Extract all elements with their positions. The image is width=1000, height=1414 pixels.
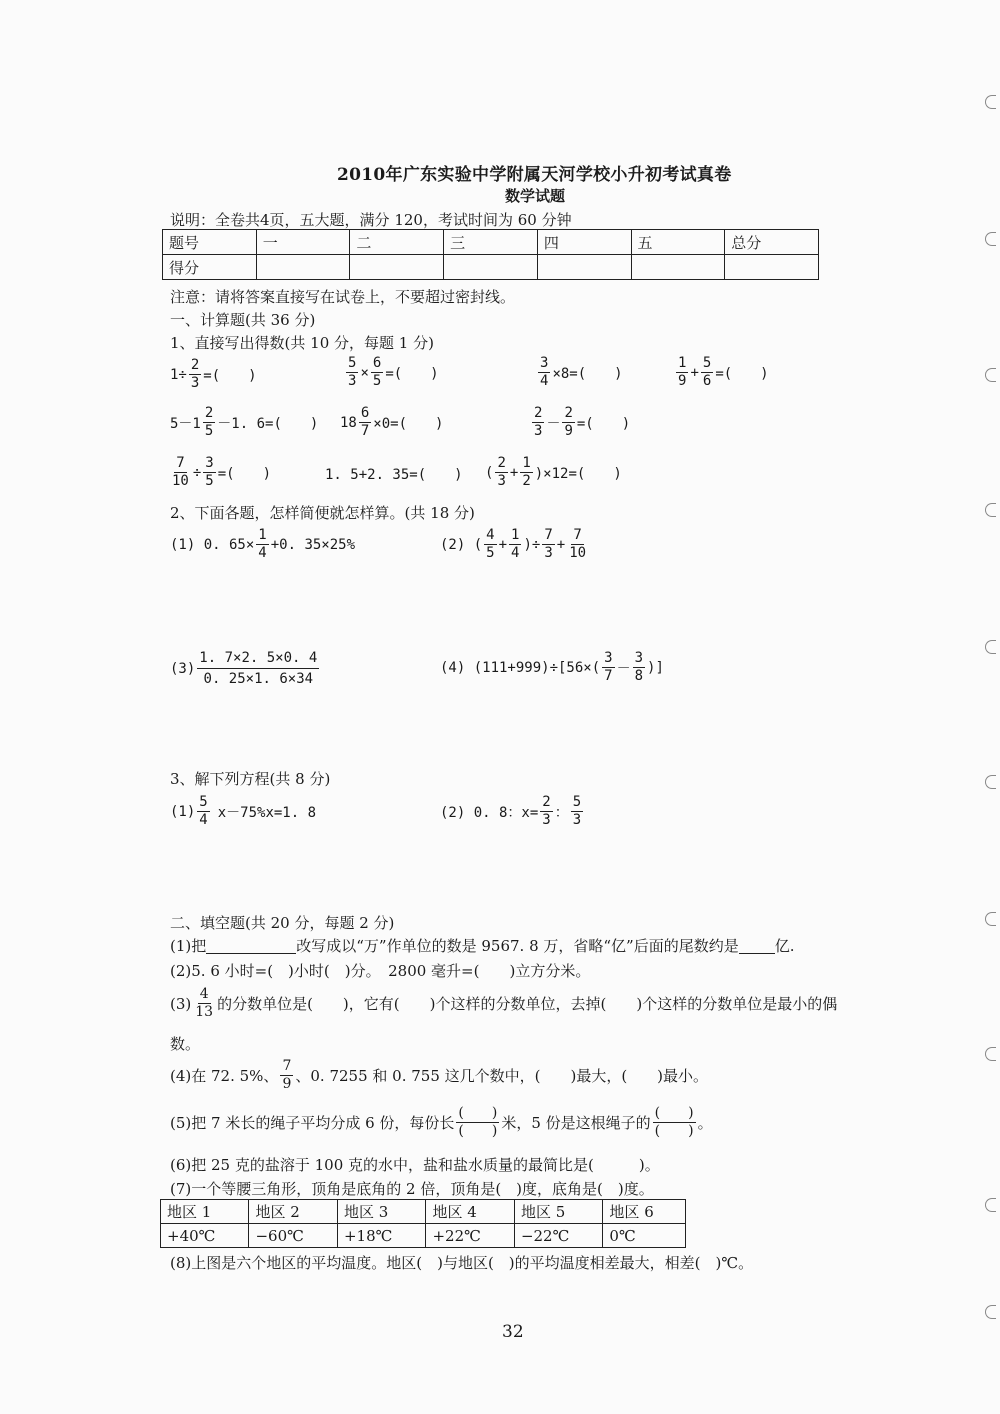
answer-blank[interactable] xyxy=(206,937,296,954)
score-cell: 二 xyxy=(350,230,444,255)
fraction: $\frac{( )}{( )}$ xyxy=(458,1105,498,1139)
exam-subtitle: 数学试题 xyxy=(505,187,566,205)
fraction: $\frac{1}{2}$ xyxy=(522,455,531,489)
score-cell: 一 xyxy=(256,230,350,255)
fraction: $\frac{1. 7\times 2. 5\times 0. 4}{0. 25\times 1. 6\times 34}$ xyxy=(199,650,318,687)
binder-mark xyxy=(985,232,996,246)
fraction: $\frac{3}{8}$ xyxy=(634,650,644,684)
fraction: $\frac{( )}{( )}$ xyxy=(654,1105,694,1139)
binder-mark xyxy=(985,1047,996,1061)
binder-mark xyxy=(985,368,996,382)
temp-cell: +18℃ xyxy=(337,1224,425,1248)
score-cell: 总分 xyxy=(725,230,819,255)
fraction: $\frac{2}{3}$ xyxy=(497,455,506,489)
part2-heading: 二、填空题(共 20 分，每题 2 分) xyxy=(170,914,395,932)
temp-cell: −22℃ xyxy=(514,1224,602,1248)
calc-item: $\frac{2}{3}$ － $\frac{2}{9}$ =( ) xyxy=(534,405,631,439)
q2-heading: 2、下面各题，怎样简便就怎样算。(共 18 分) xyxy=(170,504,475,522)
calc-item: ( $\frac{2}{3}$ + $\frac{1}{2}$ )×12=( ) xyxy=(485,455,622,489)
region-cell: 地区 3 xyxy=(337,1200,425,1224)
simplify-item: (3) $\frac{1. 7\times 2. 5\times 0. 4}{0. 25\times 1. 6\times 34}$ xyxy=(170,650,318,687)
temp-cell: −60℃ xyxy=(249,1224,337,1248)
page-number: 32 xyxy=(502,1322,524,1342)
fill-item: (5)把 7 米长的绳子平均分成 6 份，每份长 $\frac{( )}{( )}$ 米，5 份是这根绳子的 $\frac{( )}{( )}$ 。 xyxy=(170,1105,713,1139)
score-table xyxy=(162,229,819,280)
score-cell: 四 xyxy=(537,230,631,255)
binder-mark xyxy=(985,503,996,517)
calc-item: 1÷ $\frac{2}{3}$ =( ) xyxy=(170,357,257,391)
score-cell: 三 xyxy=(444,230,538,255)
temperature-table xyxy=(160,1199,686,1248)
score-input-cell[interactable] xyxy=(725,255,819,280)
fill-item: (1)把 改写成以“万”作单位的数是 9567. 8 万，省略“亿”后面的尾数约是 亿. xyxy=(170,937,795,955)
score-input-cell[interactable] xyxy=(631,255,725,280)
calc-item: $\frac{7}{10}$ ÷ $\frac{3}{5}$ =( ) xyxy=(172,455,272,489)
temp-cell: +22℃ xyxy=(426,1224,514,1248)
score-input-cell[interactable] xyxy=(537,255,631,280)
fill-item-cont: 数。 xyxy=(170,1035,201,1053)
binder-mark xyxy=(985,640,996,654)
score-input-cell[interactable] xyxy=(256,255,350,280)
fraction: $\frac{2}{3}$ xyxy=(542,794,551,828)
binder-mark xyxy=(985,912,996,926)
calc-item: $\frac{5}{3}$ × $\frac{6}{5}$ =( ) xyxy=(348,355,439,389)
equation-item: (2) 0. 8：x= $\frac{2}{3}$ ： $\frac{5}{3}$ xyxy=(440,794,582,828)
fraction: $\frac{1}{9}$ xyxy=(678,355,687,389)
fraction: $\frac{3}{7}$ xyxy=(604,650,613,684)
temp-cell: 0℃ xyxy=(603,1224,686,1248)
fraction: $\frac{2}{3}$ xyxy=(190,357,200,391)
q3-heading: 3、解下列方程(共 8 分) xyxy=(170,770,331,788)
fraction: $\frac{6}{5}$ xyxy=(372,355,382,389)
temp-cell: +40℃ xyxy=(161,1224,249,1248)
part1-heading: 一、计算题(共 36 分) xyxy=(170,311,316,329)
fraction: $\frac{2}{9}$ xyxy=(564,405,573,439)
binder-mark xyxy=(985,95,996,109)
binder-mark xyxy=(985,1305,996,1319)
region-cell: 地区 4 xyxy=(426,1200,514,1224)
fraction: $\frac{7}{10}$ xyxy=(569,527,587,561)
region-cell: 地区 5 xyxy=(514,1200,602,1224)
fraction: $\frac{4}{13}$ xyxy=(195,986,214,1020)
fraction: $\frac{2}{5}$ xyxy=(204,405,214,439)
score-cell: 题号 xyxy=(163,230,257,255)
region-cell: 地区 2 xyxy=(249,1200,337,1224)
fraction: $\frac{5}{6}$ xyxy=(702,355,712,389)
region-cell: 地区 1 xyxy=(161,1200,249,1224)
binder-mark xyxy=(985,1198,996,1212)
score-input-cell[interactable] xyxy=(444,255,538,280)
binder-mark xyxy=(985,775,996,789)
score-cell: 得分 xyxy=(163,255,257,280)
fraction: $\frac{4}{5}$ xyxy=(486,527,495,561)
calc-item: $\frac{1}{9}$ + $\frac{5}{6}$ =( ) xyxy=(678,355,769,389)
calc-item: 18 $\frac{6}{7}$ ×0=( ) xyxy=(340,405,444,439)
fraction: $\frac{1}{4}$ xyxy=(511,527,520,561)
fill-item: (6)把 25 克的盐溶于 100 克的水中，盐和盐水质量的最简比是( )。 xyxy=(170,1156,660,1174)
fraction: $\frac{6}{7}$ xyxy=(360,405,370,439)
fraction: $\frac{3}{5}$ xyxy=(205,455,214,489)
q1-heading: 1、直接写出得数(共 10 分，每题 1 分) xyxy=(170,334,434,352)
fraction: $\frac{7}{9}$ xyxy=(282,1058,292,1092)
calc-item: $\frac{3}{4}$ ×8=( ) xyxy=(540,355,623,389)
fraction: $\frac{7}{3}$ xyxy=(544,527,553,561)
fill-item: (8)上图是六个地区的平均温度。地区( )与地区( )的平均温度相差最大，相差( )℃。 xyxy=(170,1254,754,1272)
fraction: $\frac{5}{3}$ xyxy=(572,794,582,828)
calc-item: 1. 5+2. 35=( ) xyxy=(325,467,463,483)
fraction: $\frac{5}{3}$ xyxy=(348,355,357,389)
fill-item: (7)一个等腰三角形，顶角是底角的 2 倍，顶角是( )度，底角是( )度。 xyxy=(170,1180,654,1198)
instructions: 说明：全卷共4页，五大题，满分 120，考试时间为 60 分钟 xyxy=(170,211,572,229)
fill-item: (2)5. 6 小时=( )小时( )分。 2800 毫升=( )立方分米。 xyxy=(170,962,591,980)
simplify-item: (2) ( $\frac{4}{5}$ + $\frac{1}{4}$ )÷ $\frac{7}{3}$ + $\frac{7}{10}$ xyxy=(440,527,587,561)
equation-item: (1) $\frac{5}{4}$ x－75%x=1. 8 xyxy=(170,794,317,828)
score-input-cell[interactable] xyxy=(350,255,444,280)
simplify-item: (1) 0. 65× $\frac{1}{4}$ +0. 35×25% xyxy=(170,527,356,561)
notice: 注意：请将答案直接写在试卷上，不要超过密封线。 xyxy=(170,288,516,306)
fraction: $\frac{5}{4}$ xyxy=(199,794,208,828)
calc-item: 5－1 $\frac{2}{5}$ －1. 6=( ) xyxy=(170,405,319,439)
simplify-item: (4) (111+999)÷[56×( $\frac{3}{7}$ － $\frac{3}{8}$ )] xyxy=(440,650,664,684)
fill-item: (3) $\frac{4}{13}$ 的分数单位是( )，它有( )个这样的分数单位，去掉( )个这样的分数单位是最小的偶 xyxy=(170,986,838,1020)
fraction: $\frac{3}{4}$ xyxy=(540,355,549,389)
exam-title: 2010年广东实验中学附属天河学校小升初考试真卷 xyxy=(337,165,732,185)
answer-blank[interactable] xyxy=(739,937,775,954)
fraction: $\frac{1}{4}$ xyxy=(258,527,267,561)
fraction: $\frac{7}{10}$ xyxy=(172,455,189,489)
score-cell: 五 xyxy=(631,230,725,255)
fraction: $\frac{2}{3}$ xyxy=(534,405,543,439)
region-cell: 地区 6 xyxy=(603,1200,686,1224)
fill-item: (4)在 72. 5%、 $\frac{7}{9}$ 、0. 7255 和 0. 755 这几个数中，( )最大，( )最小。 xyxy=(170,1058,709,1092)
